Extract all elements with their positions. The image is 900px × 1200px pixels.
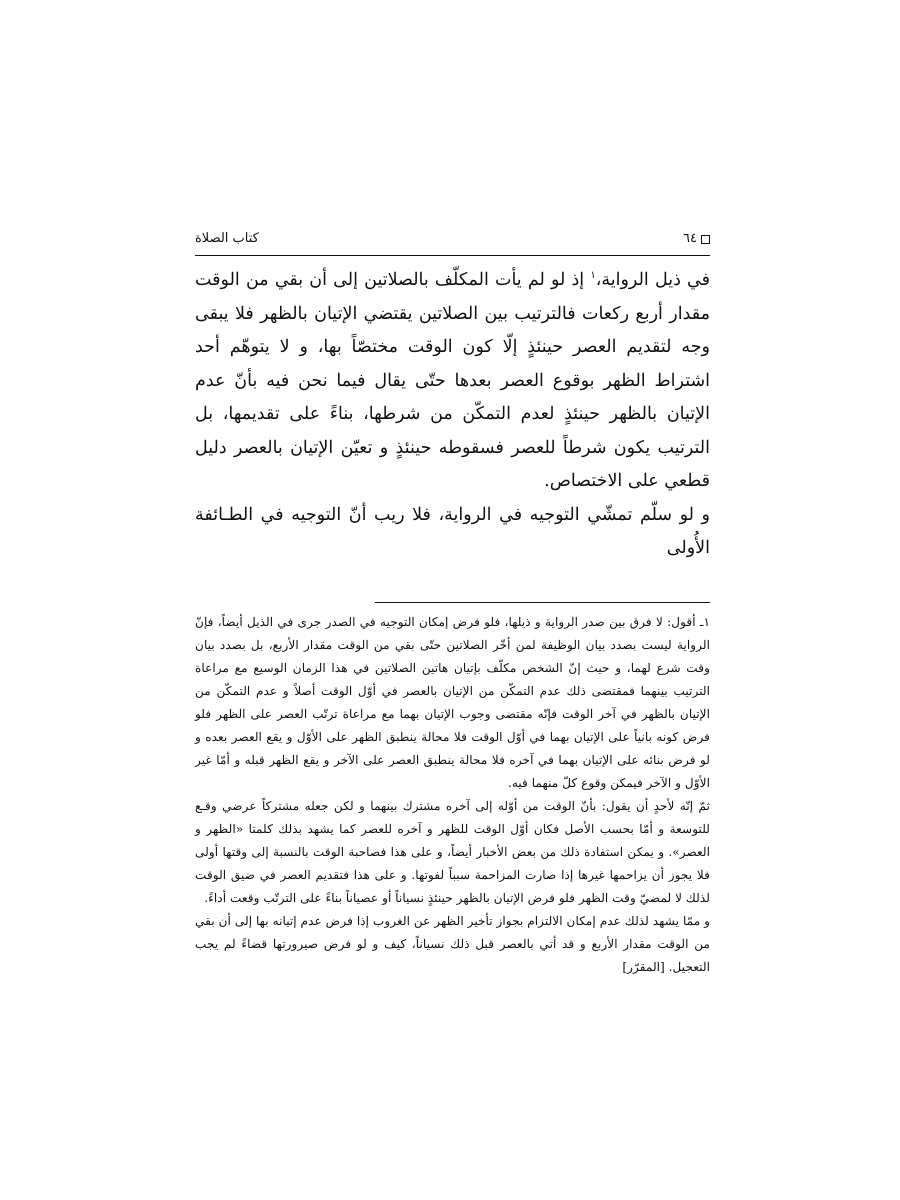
footnote-continuation-2: و ممّا يشهد لذلك عدم إمكان الالتزام بجواز تأخير الظهر عن الغروب إذا فرض عدم إتيانه بها إلى أن بقي من الوقت مقدار الأربع و قد أتي بالعصر قبل ذلك نسياناً، كيف و لو فرض صيرورتها قضاءً لم يجب التعجيل. [المقرّر]	[195, 913, 710, 974]
header-divider	[195, 255, 710, 256]
main-paragraph-1	[195, 264, 710, 499]
book-page	[195, 228, 710, 1128]
page-number: ٦٤	[683, 231, 697, 246]
footnote-continuation-1: ثمّ إنّه لأحدٍ أن يقول: بأنّ الوقت من أوّله إلى آخره مشترك بينهما و لكن جعله مشتركاً عرضي وقـع للتوسعة و أمّا بحسب الأصل فكان أوّل الوقت للظهر و آخره للعصر كما يشهد بذلك كلمتا «الظهر و العصر». و يمكن استفادة ذلك من بعض الأخبار أيضاً، و على هذا فصاحبة الوقت بالنسبة إلى وقتها أولى فلا يجوز أن يزاحمها غيرها إذا صارت المزاحمة سبباً لفوتها. و على هذا فتقديم العصر في ضيق الوقت لذلك لا لمضيّ وقت الظهر فلو فرض الإتيان بالظهر حينئذٍ نسياناً أو عصياناً بناءً على الترتّب وقعت أداءً.	[195, 798, 710, 905]
footnote-1	[195, 611, 710, 795]
footnote-divider	[375, 602, 710, 603]
paragraph-text-after-ref: إذ لو لم يأت المكلّف بالصلاتين إلى أن بقي من الوقت مقدار أربع ركعات فالترتيب بين الصلاتين يقتضي الإتيان بالظهر فلا يبقى وجه لتقديم العصر حينئذٍ إلّا كون الوقت مختصّاً بها، و لا يتوهّم أحد اشتراط الظهر بوقوع العصر بعدها حتّى يقال فيما نحن فيه بأنّ عدم الإتيان بالظهر حينئذٍ لعدم التمكّن من شرطها، بناءً على تقديمها، بل الترتيب يكون شرطاً للعصر فسقوطه حينئذٍ و تعيّن الإتيان بالعصر دليل قطعي على الاختصاص.	[195, 270, 710, 491]
book-title: كتاب الصلاة	[195, 231, 259, 246]
main-text	[195, 264, 710, 566]
page-number-group	[683, 228, 710, 250]
paragraph-text-before-ref: في ذيل الرواية،	[595, 270, 710, 290]
footnote-reference[interactable]: ١	[590, 270, 596, 282]
footnote-text: ـ أقول: لا فرق بين صدر الرواية و ذيلها، فلو فرض إمكان التوجيه في الصدر جرى في الذيل أيضاً، فإنّ الرواية ليست بصدد بيان الوظيفة لمن أخّر الصلاتين حتّى بقي من الوقت مقدار الأربع، بل بصدد بيان وقت شرع لهما، و حيث إنّ الشخص مكلّف بإتيان هاتين الصلاتين في هذا الزمان الوسيع مع مراعاة الترتيب بينهما فمقتضى ذلك عدم التمكّن من الإتيان بالعصر في أوّل الوقت أصلاً و عدم التمكّن من الإتيان بالظهر في آخر الوقت فإنّه مقتضى وجوب الإتيان بهما مع مراعاة ترتّب العصر على الظهر فلو فرض كونه بانياً على الإتيان بهما في أوّل الوقت فلا محالة ينطبق الظهر على الأوّل و يقع العصر بعده و لو فرض بنائه على الإتيان بهما في آخره فلا محالة ينطبق العصر على الآخر و يقع الظهر قبله و أمّا غير الأوّل و الآخر فيمكن وقوع كلّ منهما فيه.	[195, 614, 710, 790]
square-icon	[701, 235, 710, 244]
main-paragraph-2: و لو سلّم تمشّي التوجيه في الرواية، فلا ريب أنّ التوجيه في الطـائفة الأُولى	[195, 504, 710, 558]
footnote-number: ١	[703, 614, 710, 629]
running-head	[195, 228, 710, 250]
footnotes	[195, 611, 710, 979]
